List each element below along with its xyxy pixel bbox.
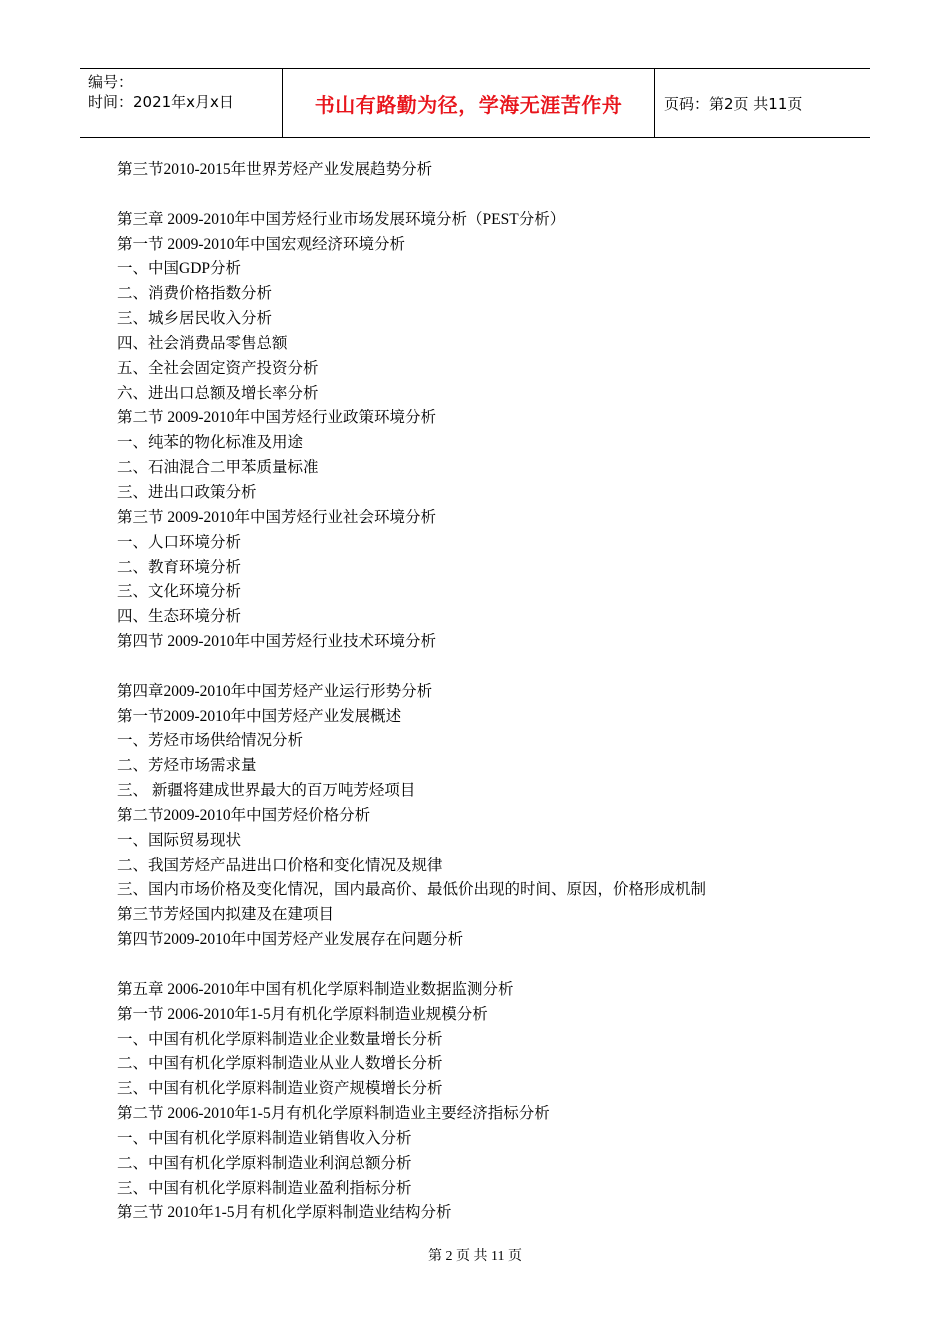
toc-line: 三、中国有机化学原料制造业资产规模增长分析 bbox=[117, 1080, 443, 1098]
toc-line: 第三节 2010年1-5月有机化学原料制造业结构分析 bbox=[117, 1204, 452, 1222]
toc-line: 五、全社会固定资产投资分析 bbox=[117, 359, 319, 377]
toc-gap bbox=[117, 183, 837, 208]
table-of-contents bbox=[117, 158, 837, 1226]
toc-line: 二、中国有机化学原料制造业利润总额分析 bbox=[117, 1154, 412, 1172]
toc-line: 三、 新疆将建成世界最大的百万吨芳烃项目 bbox=[117, 782, 416, 800]
header-meta bbox=[80, 69, 282, 137]
toc-line: 三、进出口政策分析 bbox=[117, 483, 257, 501]
toc-line: 三、国内市场价格及变化情况，国内最高价、最低价出现的时间、原因，价格形成机制 bbox=[117, 881, 707, 899]
page-footer: 第 2 页 共 11 页 bbox=[428, 1249, 522, 1264]
number-label: 编号： bbox=[88, 73, 134, 91]
toc-line: 第二节 2006-2010年1-5月有机化学原料制造业主要经济指标分析 bbox=[117, 1105, 550, 1123]
toc-gap bbox=[117, 953, 837, 978]
toc-line: 一、中国有机化学原料制造业企业数量增长分析 bbox=[117, 1030, 443, 1048]
toc-line: 一、中国GDP分析 bbox=[117, 260, 242, 278]
toc-line: 第五章 2006-2010年中国有机化学原料制造业数据监测分析 bbox=[117, 980, 514, 998]
header-page-label: 页码：第2页 共11页 bbox=[664, 94, 803, 113]
toc-line: 第一节 2009-2010年中国宏观经济环境分析 bbox=[117, 235, 406, 253]
date-label: 时间：2021年x月x日 bbox=[88, 93, 234, 111]
toc-line: 第四节2009-2010年中国芳烃产业发展存在问题分析 bbox=[117, 931, 464, 949]
toc-line: 二、芳烃市场需求量 bbox=[117, 757, 257, 775]
toc-line: 第四节 2009-2010年中国芳烃行业技术环境分析 bbox=[117, 633, 437, 651]
toc-line: 四、生态环境分析 bbox=[117, 608, 242, 626]
header-motto: 书山有路勤为径，学海无涯苦作舟 bbox=[282, 69, 655, 137]
page-header bbox=[80, 68, 870, 138]
toc-line: 第四章2009-2010年中国芳烃产业运行形势分析 bbox=[117, 682, 433, 700]
toc-line: 第一节2009-2010年中国芳烃产业发展概述 bbox=[117, 707, 402, 725]
toc-line: 三、城乡居民收入分析 bbox=[117, 310, 273, 328]
toc-line: 第三节2010-2015年世界芳烃产业发展趋势分析 bbox=[117, 161, 433, 178]
toc-line: 六、进出口总额及增长率分析 bbox=[117, 384, 319, 402]
toc-line: 一、中国有机化学原料制造业销售收入分析 bbox=[117, 1129, 412, 1147]
toc-line: 二、中国有机化学原料制造业从业人数增长分析 bbox=[117, 1055, 443, 1073]
toc-line: 一、芳烃市场供给情况分析 bbox=[117, 732, 304, 750]
toc-line: 第二节 2009-2010年中国芳烃行业政策环境分析 bbox=[117, 409, 437, 427]
toc-line: 一、国际贸易现状 bbox=[117, 831, 242, 849]
toc-line: 三、中国有机化学原料制造业盈利指标分析 bbox=[117, 1179, 412, 1197]
toc-line: 一、人口环境分析 bbox=[117, 533, 242, 551]
toc-line: 第三节 2009-2010年中国芳烃行业社会环境分析 bbox=[117, 508, 437, 526]
toc-gap bbox=[117, 655, 837, 680]
toc-line: 四、社会消费品零售总额 bbox=[117, 334, 288, 352]
toc-line: 第二节2009-2010年中国芳烃价格分析 bbox=[117, 806, 371, 824]
toc-line: 第三章 2009-2010年中国芳烃行业市场发展环境分析（PEST分析） bbox=[117, 210, 566, 228]
toc-line: 第三节芳烃国内拟建及在建项目 bbox=[117, 906, 335, 924]
toc-line: 二、消费价格指数分析 bbox=[117, 285, 273, 303]
toc-line: 二、石油混合二甲苯质量标准 bbox=[117, 459, 319, 477]
toc-line: 三、文化环境分析 bbox=[117, 583, 242, 601]
toc-line: 二、我国芳烃产品进出口价格和变化情况及规律 bbox=[117, 856, 443, 874]
toc-line: 一、纯苯的物化标准及用途 bbox=[117, 434, 304, 452]
toc-line: 二、教育环境分析 bbox=[117, 558, 242, 576]
toc-line: 第一节 2006-2010年1-5月有机化学原料制造业规模分析 bbox=[117, 1005, 488, 1023]
